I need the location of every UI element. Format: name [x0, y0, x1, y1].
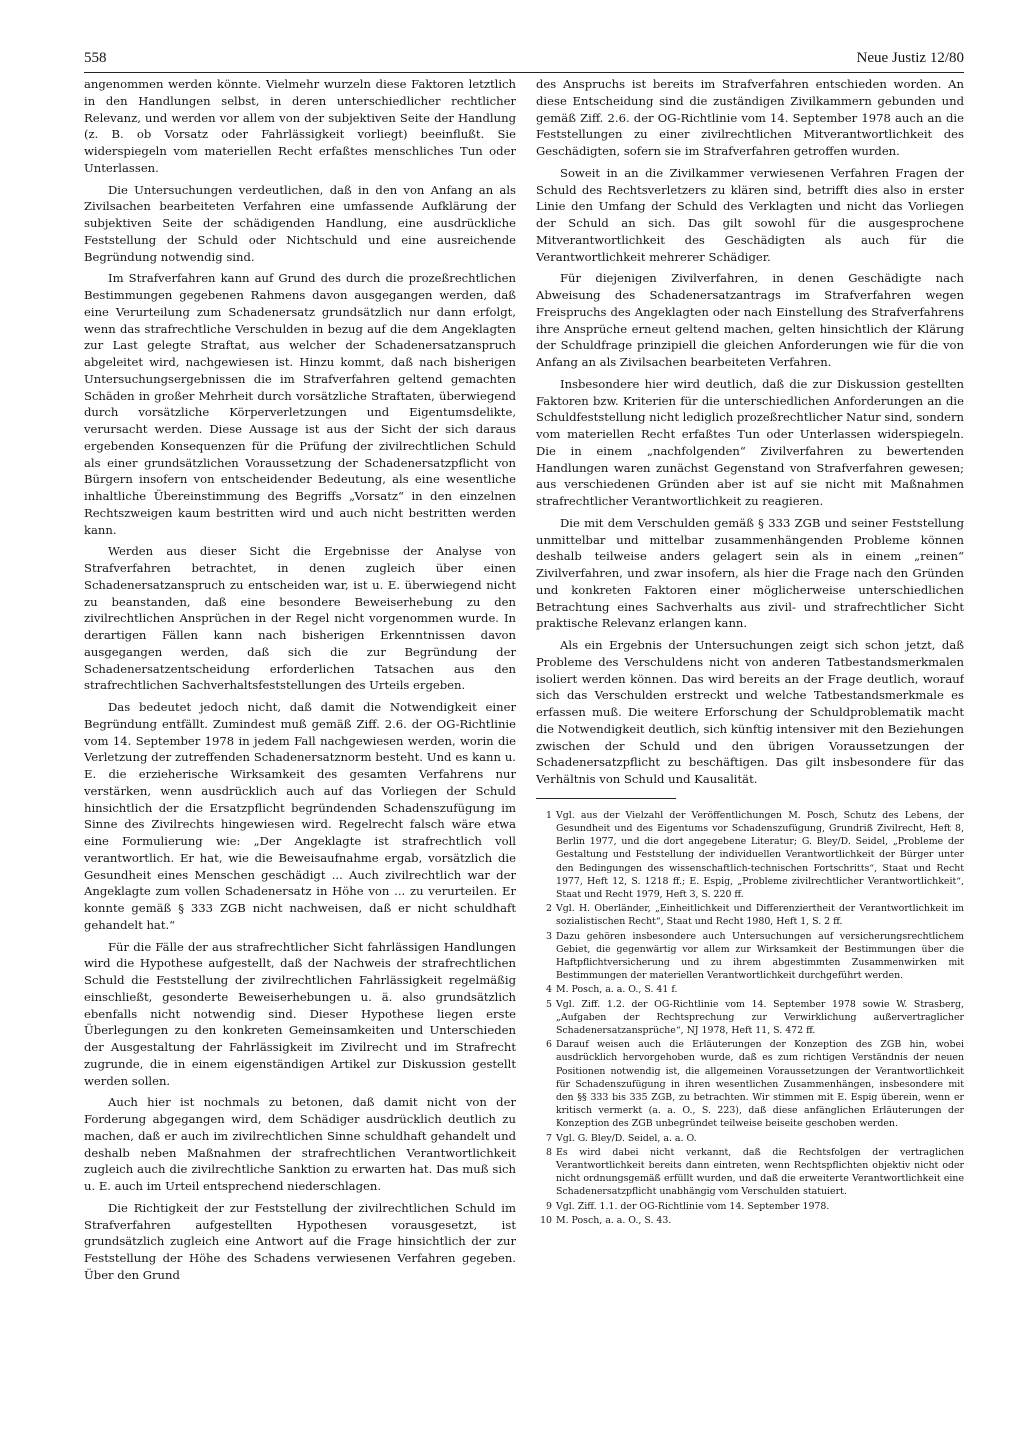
paragraph: Die Richtigkeit der zur Feststellung der zivilrechtlichen Schuld im Strafverfahren aufgestellten Hypothesen vorausgesetzt, ist grundsätzlich zugleich eine Antwort auf die Frage hinsichtlich der zur Feststellung der Höhe des Schadens verwiesenen Verfahren gegeben. Über den Grund [84, 1200, 516, 1282]
paragraph: Das bedeutet jedoch nicht, daß damit die Notwendigkeit einer Begründung entfällt. Zumindest muß gemäß Ziff. 2.6. der OG-Richtlinie vom 14. September 1978 in jedem Fall nachgewiesen werden, worin die Verletzung der zutreffenden Schadenersatznorm besteht. Und es kann u. E. die erzieherische Wirksamkeit des gesamten Verfahrens nur verstärken, wenn ausdrücklich auch auf das Vorliegen der Schuld hinsichtlich der die Ersatzpflicht begründenden Schadenszufügung im Sinne des Zivilrechts hingewiesen wird. Regelrecht falsch wäre etwa eine Formulierung wie: „Der Angeklagte ist strafrechtlich voll verantwortlich. Er hat, wie die Beweisaufnahme ergab, vorsätzlich die Gesundheit eines Menschen geschädigt ... Auch zivilrechtlich war der Angeklagte zum vollen Schadenersatz in Höhe von ... zu verurteilen. Er konnte gemäß § 333 ZGB nicht nachweisen, daß er nicht schuldhaft gehandelt hat.“ [84, 700, 516, 932]
right-column [536, 76, 964, 1371]
footnote-text: Vgl. Ziff. 1.1. der OG-Richtlinie vom 14. September 1978. [556, 1200, 830, 1212]
footnote-text: Vgl. aus der Vielzahl der Veröffentlichungen M. Posch, Schutz des Lebens, der Gesundheit und des Eigentums vor Schadenszufügung, Grundriß Zivilrecht, Heft 8, Berlin 1977, und die dort angegebene Literatur; G. Bley/D. Seidel, „Probleme der Gestaltung und Feststellung der individuellen Verantwortlichkeit der Bürger unter den Bedingungen des wissenschaftlich-technischen Fortschritts“, Staat und Recht 1977, Heft 12, S. 1218 ff.; E. Espig, „Probleme zivilrechtlicher Verantwortlichkeit“, Staat und Recht 1979, Heft 3, S. 220 ff. [556, 809, 964, 900]
footnote-separator [536, 798, 676, 799]
paragraph: Für die Fälle der aus strafrechtlicher Sicht fahrlässigen Handlungen wird die Hypothese aufgestellt, daß der Nachweis der strafrechtlichen Schuld die Feststellung der zivilrechtlichen Fahrlässigkeit regelmäßig einschließt, gesonderte Beweiserhebungen u. ä. also grundsätzlich ebenfalls nicht notwendig sind. Dieser Hypothese liegen erste Überlegungen zu den konkreten Gemeinsamkeiten und Unterschieden der Ausgestaltung der Fahrlässigkeit im Zivilrecht und im Strafrecht zugrunde, die in einem eigenständigen Artikel zur Diskussion gestellt werden sollen. [84, 939, 516, 1088]
paragraph: Insbesondere hier wird deutlich, daß die zur Diskussion gestellten Faktoren bzw. Kriterien für die unterschiedlichen Anforderungen an die Schuldfeststellung nicht lediglich prozeßrechtlicher Natur sind, sondern vom materiellen Recht erfaßtes Tun oder Unterlassen widerspiegeln. Die in einem „nachfolgenden“ Zivilverfahren zu bewertenden Handlungen waren zunächst Gegenstand von Strafverfahren gewesen; aus verschiedenen Gründen aber ist auf sie nicht mit Maßnahmen strafrechtlicher Verantwortlichkeit zu reagieren. [536, 376, 964, 508]
page-number: 558 [84, 50, 107, 66]
footnote-number: 7 [546, 1132, 552, 1144]
paragraph: angenommen werden könnte. Vielmehr wurzeln diese Faktoren letztlich in den Handlungen selbst, in deren unterschiedlicher rechtlicher Relevanz, und werden vor allem von der subjektiven Seite der Handlung (z. B. ob Vorsatz oder Fahrlässigkeit vorliegt) beeinflußt. Sie widerspiegeln vom materiellen Recht erfaßtes menschliches Tun oder Unterlassen. [84, 77, 516, 175]
footnote [536, 1038, 964, 1130]
footnote-number: 8 [546, 1146, 552, 1158]
running-header [84, 50, 964, 73]
footnote [536, 1200, 964, 1213]
paragraph: des Anspruchs ist bereits im Strafverfahren entschieden worden. An diese Entscheidung sind die zuständigen Zivilkammern gebunden und gemäß Ziff. 2.6. der OG-Richtlinie vom 14. September 1978 auch an die Feststellungen zu einer zivilrechtlichen Mitverantwortlichkeit des Geschädigten, sofern sie im Strafverfahren getroffen wurden. [536, 77, 964, 158]
footnote-number: 2 [546, 903, 552, 915]
footnote [536, 1146, 964, 1199]
footnote-text: Es wird dabei nicht verkannt, daß die Rechtsfolgen der vertraglichen Verantwortlichkeit bereits dann eintreten, wenn Rechtspflichten objektiv nicht oder nicht ordnungsgemäß erfüllt wurden, und daß die erweiterte Verantwortlichkeit eine Schadenersatzpflicht unabhängig vom Verschulden statuiert. [556, 1146, 964, 1198]
footnote-number: 4 [546, 984, 552, 996]
paragraph: Als ein Ergebnis der Untersuchungen zeigt sich schon jetzt, daß Probleme des Verschuldens nicht von anderen Tatbestandsmerkmalen isoliert werden können. Das wird bereits an der Frage deutlich, worauf sich das Verschulden erstreckt und welche Tatbestandsmerkmale es erfassen muß. Die weitere Erforschung der Schuldproblematik macht die Notwendigkeit deutlich, sich künftig intensiver mit den Beziehungen zwischen der Schuld und den übrigen Voraussetzungen der Schadenersatzpflicht zu beschäftigen. Das gilt insbesondere für das Verhältnis von Schuld und Kausalität. [536, 638, 964, 786]
paragraph: Soweit in an die Zivilkammer verwiesenen Verfahren Fragen der Schuld des Rechtsverletzers zu klären sind, betrifft dies also in erster Linie den Umfang der Schuld des Verklagten und nicht das Vorliegen der Schuld an sich. Das gilt sowohl für die ausgesprochene Mitverantwortlichkeit des Geschädigten als auch für die Verantwortlichkeit mehrerer Schädiger. [536, 165, 964, 264]
footnote [536, 930, 964, 983]
footnote-number: 9 [546, 1200, 552, 1212]
footnote [536, 809, 964, 901]
footnote-number: 6 [546, 1039, 552, 1051]
left-column [84, 76, 516, 1371]
footnote [536, 902, 964, 928]
footnote-number: 1 [546, 809, 552, 821]
footnote-text: Vgl. G. Bley/D. Seidel, a. a. O. [556, 1132, 697, 1144]
paragraph: Im Strafverfahren kann auf Grund des durch die prozeßrechtlichen Bestimmungen gegebenen Rahmens davon ausgegangen werden, daß eine Verurteilung zum Schadenersatz grundsätzlich nur dann erfolgt, wenn das strafrechtliche Verschulden in bezug auf die dem Angeklagten zur Last gelegte Straftat, aus welcher der Schadenersatzanspruch abgeleitet wird, nachgewiesen ist. Hinzu kommt, daß nach bisherigen Untersuchungsergebnissen die im Strafverfahren geltend gemachten Schäden in großer Mehrheit durch vorsätzliche Straftaten, überwiegend durch vorsätzliche Körperverletzungen und Eigentumsdelikte, verursacht werden. Diese Aussage ist aus der Sicht der sich daraus ergebenden Konsequenzen für die Prüfung der zivilrechtlichen Schuld als einer grundsätzlichen Voraussetzung der Schadenersatzpflicht von Bürgern insofern von entscheidender Bedeutung, als eine wesentliche inhaltliche Übereinstimmung des Begriffs „Vorsatz“ in den einzelnen Rechtszweigen kaum bestritten wird und auch nicht bestritten werden kann. [84, 271, 516, 537]
footnote [536, 983, 964, 996]
footnote-text: Dazu gehören insbesondere auch Untersuchungen auf versicherungsrechtlichem Gebiet, die gegenwärtig vor allem zur Wirksamkeit der Bestimmungen über die Haftpflichtversicherung und zu ihrem abgestimmten Zusammenwirken mit Bestimmungen der materiellen Verantwortlichkeit durchgeführt werden. [556, 930, 964, 982]
paragraph: Werden aus dieser Sicht die Ergebnisse der Analyse von Strafverfahren betrachtet, in denen zugleich über einen Schadenersatzanspruch zu entscheiden war, ist u. E. überwiegend nicht zu beanstanden, daß eine besondere Beweiserhebung zu den zivilrechtlichen Ansprüchen in der Regel nicht vorgenommen wurde. In derartigen Fällen kann nach bisherigen Erkenntnissen davon ausgegangen werden, daß sich die zur Begründung der Schadenersatzentscheidung erforderlichen Tatsachen aus den strafrechtlichen Sachverhaltsfeststellungen des Urteils ergeben. [84, 544, 516, 693]
footnote-text: M. Posch, a. a. O., S. 41 f. [556, 984, 678, 996]
footnote-number: 5 [546, 998, 552, 1010]
footnote [536, 1132, 964, 1145]
footnote-text: Vgl. Ziff. 1.2. der OG-Richtlinie vom 14. September 1978 sowie W. Strasberg, „Aufgaben der Rechtsprechung zur Verwirklichung außervertraglicher Schadenersatzansprüche“, NJ 1978, Heft 11, S. 472 ff. [556, 998, 964, 1036]
paragraph: Für diejenigen Zivilverfahren, in denen Geschädigte nach Abweisung des Schadenersatzantrags im Strafverfahren wegen Freispruchs des Angeklagten oder nach Einstellung des Strafverfahrens ihre Ansprüche erneut geltend machen, gelten hinsichtlich der Klärung der Schuldfrage prinzipiell die gleichen Anforderungen wie für die von Anfang an als Zivilsachen bearbeiteten Verfahren. [536, 271, 964, 369]
footnote-text: Vgl. H. Oberländer, „Einheitlichkeit und Differenziertheit der Verantwortlichkeit im sozialistischen Recht“, Staat und Recht 1980, Heft 1, S. 2 ff. [556, 903, 964, 928]
journal-issue: Neue Justiz 12/80 [856, 50, 964, 66]
footnotes [536, 809, 964, 1227]
paragraph: Die mit dem Verschulden gemäß § 333 ZGB und seiner Feststellung unmittelbar und mittelbar zusammenhängenden Probleme können deshalb teilweise anders gelagert sein als in einem „reinen“ Zivilverfahren, und zwar insofern, als hier die Frage nach den Gründen und konkreten Faktoren einer möglicherweise unterschiedlichen Betrachtung eines Sachverhalts aus zivil- und strafrechtlicher Sicht praktische Relevanz erlangen kann. [536, 515, 964, 631]
paragraph: Auch hier ist nochmals zu betonen, daß damit nicht von der Forderung abgegangen wird, dem Schädiger ausdrücklich deutlich zu machen, daß er auch im zivilrechtlichen Sinne schuldhaft gehandelt und deshalb neben Maßnahmen der strafrechtlichen Verantwortlichkeit zugleich auch die zivilrechtliche Sanktion zu erwarten hat. Das muß sich u. E. auch im Urteil entsprechend niederschlagen. [84, 1095, 516, 1193]
footnote-text: M. Posch, a. a. O., S. 43. [556, 1214, 672, 1226]
footnote [536, 998, 964, 1038]
footnote-text: Darauf weisen auch die Erläuterungen der Konzeption des ZGB hin, wobei ausdrücklich hervorgehoben wurde, daß es zum richtigen Verständnis der neuen Positionen notwendig ist, die allgemeinen Voraussetzungen der Verantwortlichkeit für Schadenszufügung in ihren wesentlichen Zusammenhängen, insbesondere mit den §§ 333 bis 335 ZGB, zu betrachten. Wir stimmen mit E. Espig überein, wenn er kritisch vermerkt (a. a. O., S. 223), daß diese anfänglichen Erläuterungen der Konzeption des ZGB unbegründet teilweise beiseite geschoben werden. [556, 1039, 964, 1130]
paragraph: Die Untersuchungen verdeutlichen, daß in den von Anfang an als Zivilsachen bearbeiteten Verfahren eine umfassende Aufklärung der subjektiven Seite der schädigenden Handlung, eine ausdrückliche Feststellung der Schuld oder Nichtschuld und eine ausreichende Begründung notwendig sind. [84, 182, 516, 264]
footnote-number: 3 [546, 930, 552, 942]
footnote-number: 10 [540, 1214, 552, 1226]
footnote [536, 1214, 964, 1227]
